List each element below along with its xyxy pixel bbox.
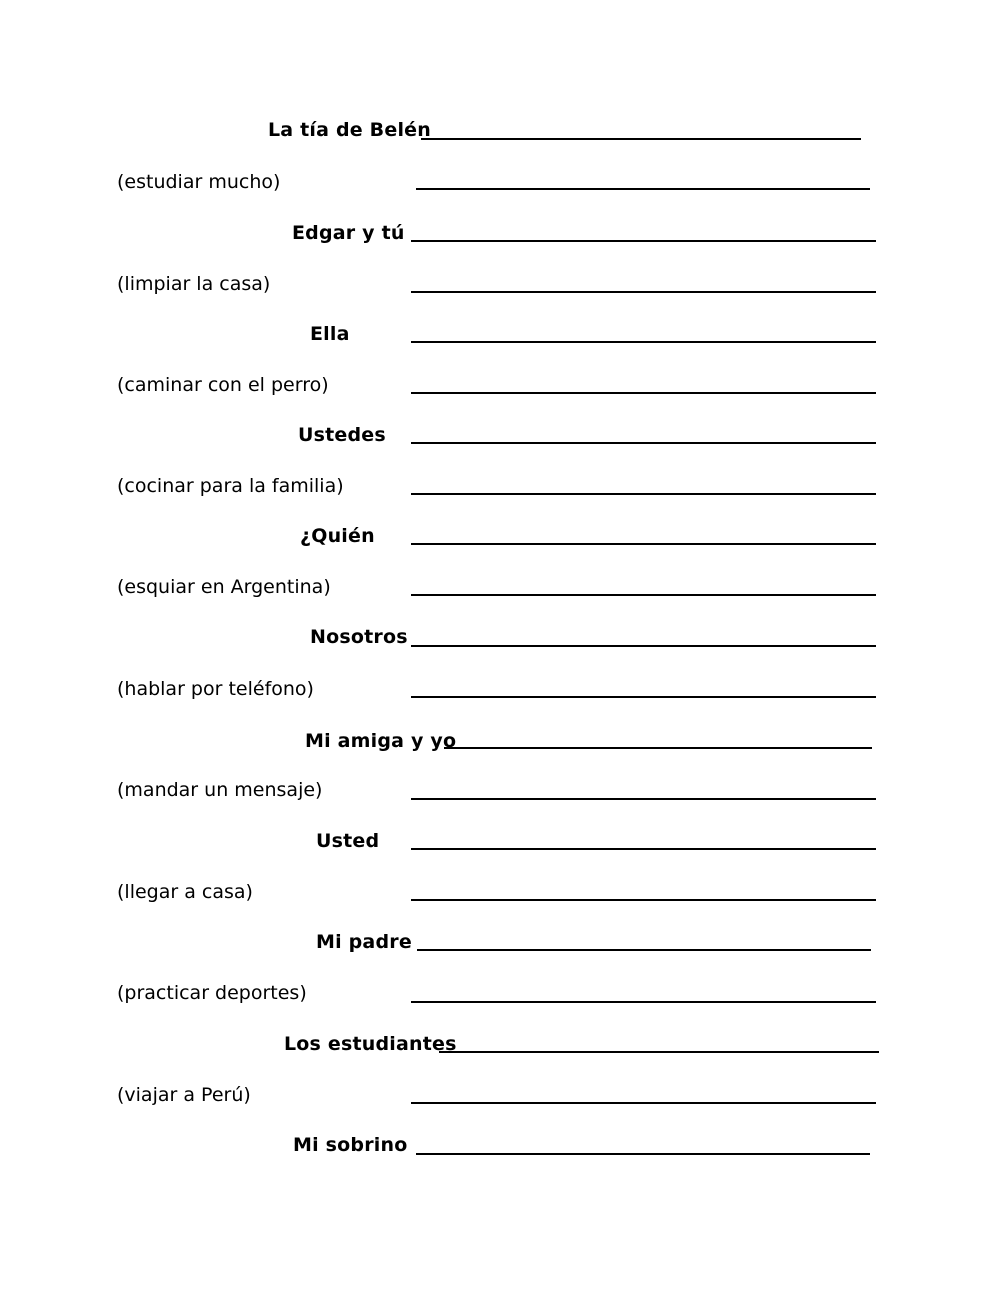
subject-label: Mi padre [316, 931, 412, 953]
answer-blank[interactable] [411, 696, 876, 698]
verb-prompt: (viajar a Perú) [117, 1084, 251, 1106]
subject-label: Usted [316, 830, 380, 852]
subject-label: Nosotros [310, 626, 408, 648]
answer-blank[interactable] [411, 240, 876, 242]
subject-label: Ustedes [298, 424, 386, 446]
verb-prompt: (cocinar para la familia) [117, 475, 344, 497]
verb-prompt: (practicar deportes) [117, 982, 307, 1004]
answer-blank[interactable] [411, 848, 876, 850]
verb-prompt: (limpiar la casa) [117, 273, 271, 295]
subject-label: Edgar y tú [292, 222, 405, 244]
answer-blank[interactable] [421, 138, 861, 140]
subject-label: ¿Quién [300, 525, 375, 547]
verb-prompt: (llegar a casa) [117, 881, 253, 903]
answer-blank[interactable] [411, 341, 876, 343]
answer-blank[interactable] [411, 899, 876, 901]
answer-blank[interactable] [416, 1153, 870, 1155]
answer-blank[interactable] [411, 1102, 876, 1104]
subject-label: Mi amiga y yo [305, 730, 457, 752]
answer-blank[interactable] [444, 747, 872, 749]
verb-prompt: (esquiar en Argentina) [117, 576, 331, 598]
subject-label: Mi sobrino [293, 1134, 408, 1156]
answer-blank[interactable] [411, 543, 876, 545]
answer-blank[interactable] [411, 798, 876, 800]
answer-blank[interactable] [417, 949, 871, 951]
answer-blank[interactable] [411, 594, 876, 596]
answer-blank[interactable] [411, 291, 876, 293]
answer-blank[interactable] [411, 442, 876, 444]
answer-blank[interactable] [411, 493, 876, 495]
verb-prompt: (estudiar mucho) [117, 171, 281, 193]
answer-blank[interactable] [411, 392, 876, 394]
answer-blank[interactable] [439, 1051, 879, 1053]
answer-blank[interactable] [416, 188, 870, 190]
verb-prompt: (mandar un mensaje) [117, 779, 323, 801]
verb-prompt: (caminar con el perro) [117, 374, 329, 396]
subject-label: Ella [310, 323, 350, 345]
answer-blank[interactable] [411, 645, 876, 647]
subject-label: La tía de Belén [268, 119, 431, 141]
subject-label: Los estudiantes [284, 1033, 457, 1055]
verb-prompt: (hablar por teléfono) [117, 678, 314, 700]
answer-blank[interactable] [411, 1001, 876, 1003]
